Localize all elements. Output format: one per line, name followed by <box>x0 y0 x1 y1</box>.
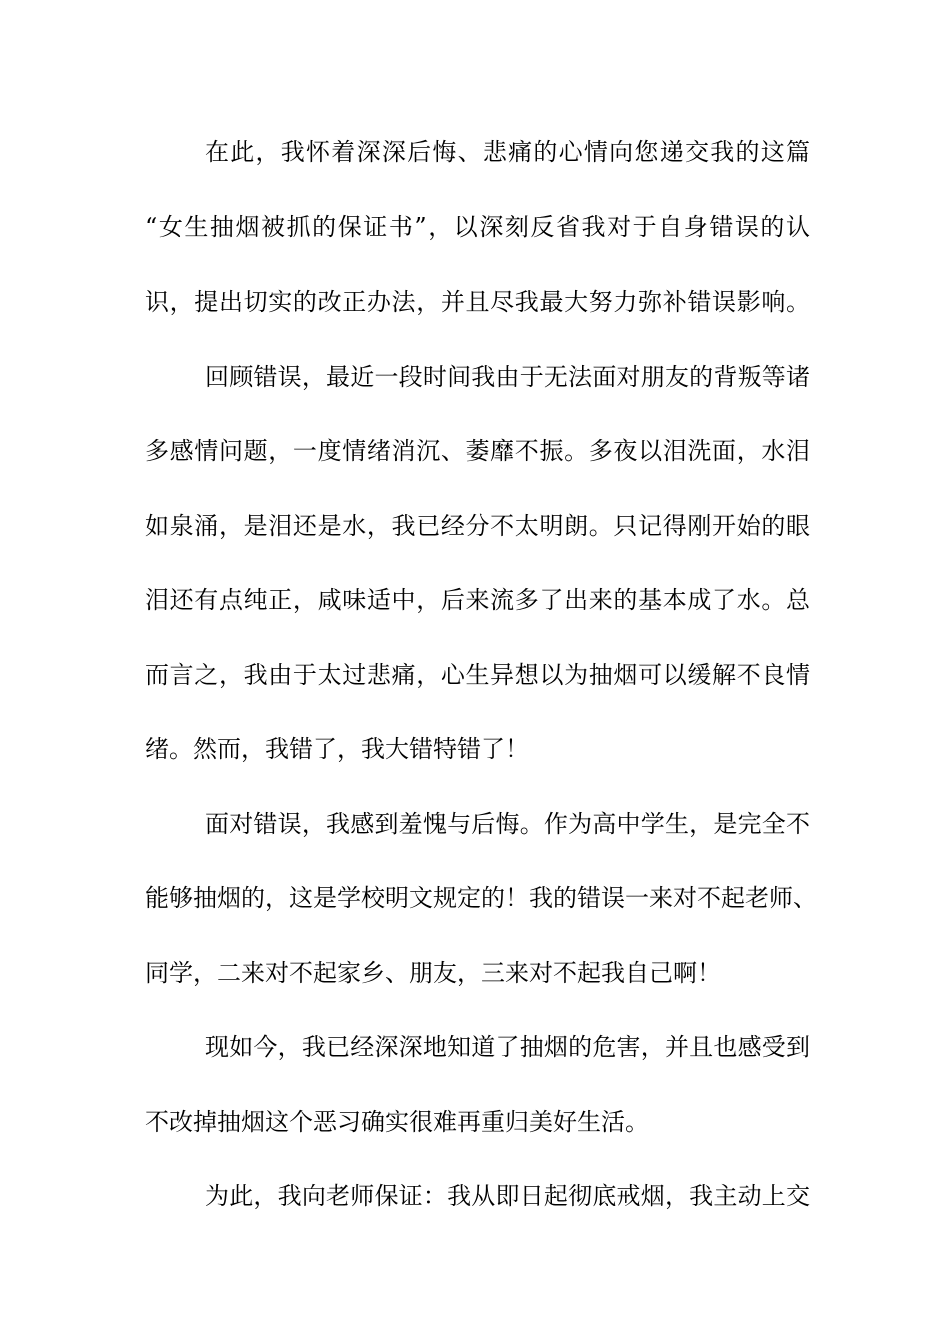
text-line: 泪还有点纯正，咸味适中，后来流多了出来的基本成了水。总 <box>145 586 810 614</box>
text-line: 绪。然而，我错了，我大错特错了！ <box>145 735 529 763</box>
text-line: 为此，我向老师保证：我从即日起彻底戒烟，我主动上交 <box>205 1182 810 1210</box>
text-line: 回顾错误，最近一段时间我由于无法面对朋友的背叛等诸 <box>205 363 810 391</box>
text-line: 同学，二来对不起家乡、朋友，三来对不起我自己啊！ <box>145 959 721 987</box>
text-line: 现如今，我已经深深地知道了抽烟的危害，并且也感受到 <box>205 1033 810 1061</box>
text-line: 如泉涌，是泪还是水，我已经分不太明朗。只记得刚开始的眼 <box>145 512 810 540</box>
text-line: 面对错误，我感到羞愧与后悔。作为高中学生，是完全不 <box>205 810 810 838</box>
text-line: 而言之，我由于太过悲痛，心生异想以为抽烟可以缓解不良情 <box>145 661 810 689</box>
text-line: 识，提出切实的改正办法，并且尽我最大努力弥补错误影响。 <box>145 288 810 316</box>
text-line: 在此，我怀着深深后悔、悲痛的心情向您递交我的这篇 <box>205 138 810 166</box>
text-line: 多感情问题，一度情绪消沉、萎靡不振。多夜以泪洗面，水泪 <box>145 437 810 465</box>
text-line: “女生抽烟被抓的保证书”，以深刻反省我对于自身错误的认 <box>145 213 810 241</box>
text-line: 能够抽烟的，这是学校明文规定的！我的错误一来对不起老师、 <box>145 884 817 912</box>
text-line: 不改掉抽烟这个恶习确实很难再重归美好生活。 <box>145 1108 649 1136</box>
